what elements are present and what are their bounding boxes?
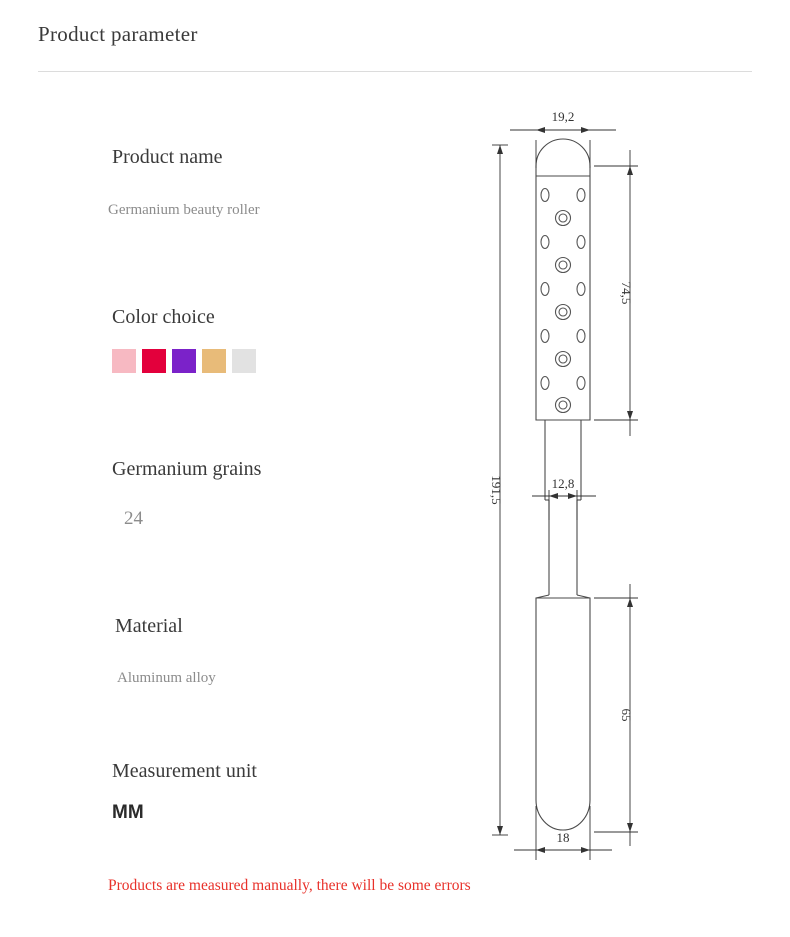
color-swatch-group bbox=[112, 349, 256, 373]
spec-label-material: Material bbox=[115, 615, 183, 637]
spec-value-product-name: Germanium beauty roller bbox=[108, 202, 260, 218]
spec-value-material: Aluminum alloy bbox=[117, 670, 216, 686]
dimension-head-length bbox=[594, 150, 638, 436]
dimension-label-shaft-width: 12,8 bbox=[551, 476, 575, 491]
dimension-label-head-width: 19,2 bbox=[551, 109, 575, 124]
dimension-label-head-length: 74,5 bbox=[619, 281, 634, 305]
spec-value-germanium-grains: 24 bbox=[124, 508, 143, 529]
spec-value-measurement-unit: MM bbox=[112, 802, 144, 823]
color-swatch-crimson[interactable] bbox=[142, 349, 166, 373]
title-divider bbox=[38, 71, 752, 72]
color-swatch-pink[interactable] bbox=[112, 349, 136, 373]
product-technical-drawing bbox=[470, 90, 790, 880]
spec-label-color-choice: Color choice bbox=[112, 306, 215, 328]
spec-label-measurement-unit: Measurement unit bbox=[112, 760, 257, 782]
dimension-handle-length bbox=[594, 584, 638, 846]
color-swatch-silver[interactable] bbox=[232, 349, 256, 373]
dimension-handle-width bbox=[514, 806, 612, 860]
dimension-label-total-length: 191,5 bbox=[489, 475, 504, 505]
dimension-shaft-width bbox=[532, 476, 596, 520]
dimension-label-handle-length: 65 bbox=[619, 708, 634, 722]
dimension-total-length bbox=[489, 145, 508, 835]
roller-shaft-outline bbox=[545, 420, 581, 595]
roller-head-outline bbox=[536, 139, 590, 420]
color-swatch-purple[interactable] bbox=[172, 349, 196, 373]
spec-label-product-name: Product name bbox=[112, 146, 223, 168]
color-swatch-gold[interactable] bbox=[202, 349, 226, 373]
spec-label-germanium-grains: Germanium grains bbox=[112, 458, 262, 480]
page-title: Product parameter bbox=[38, 22, 198, 46]
roller-handle-outline bbox=[536, 595, 590, 830]
germanium-grains-group bbox=[541, 189, 585, 413]
measurement-disclaimer: Products are measured manually, there will be some errors bbox=[108, 877, 471, 894]
dimension-label-handle-width: 18 bbox=[556, 830, 570, 845]
